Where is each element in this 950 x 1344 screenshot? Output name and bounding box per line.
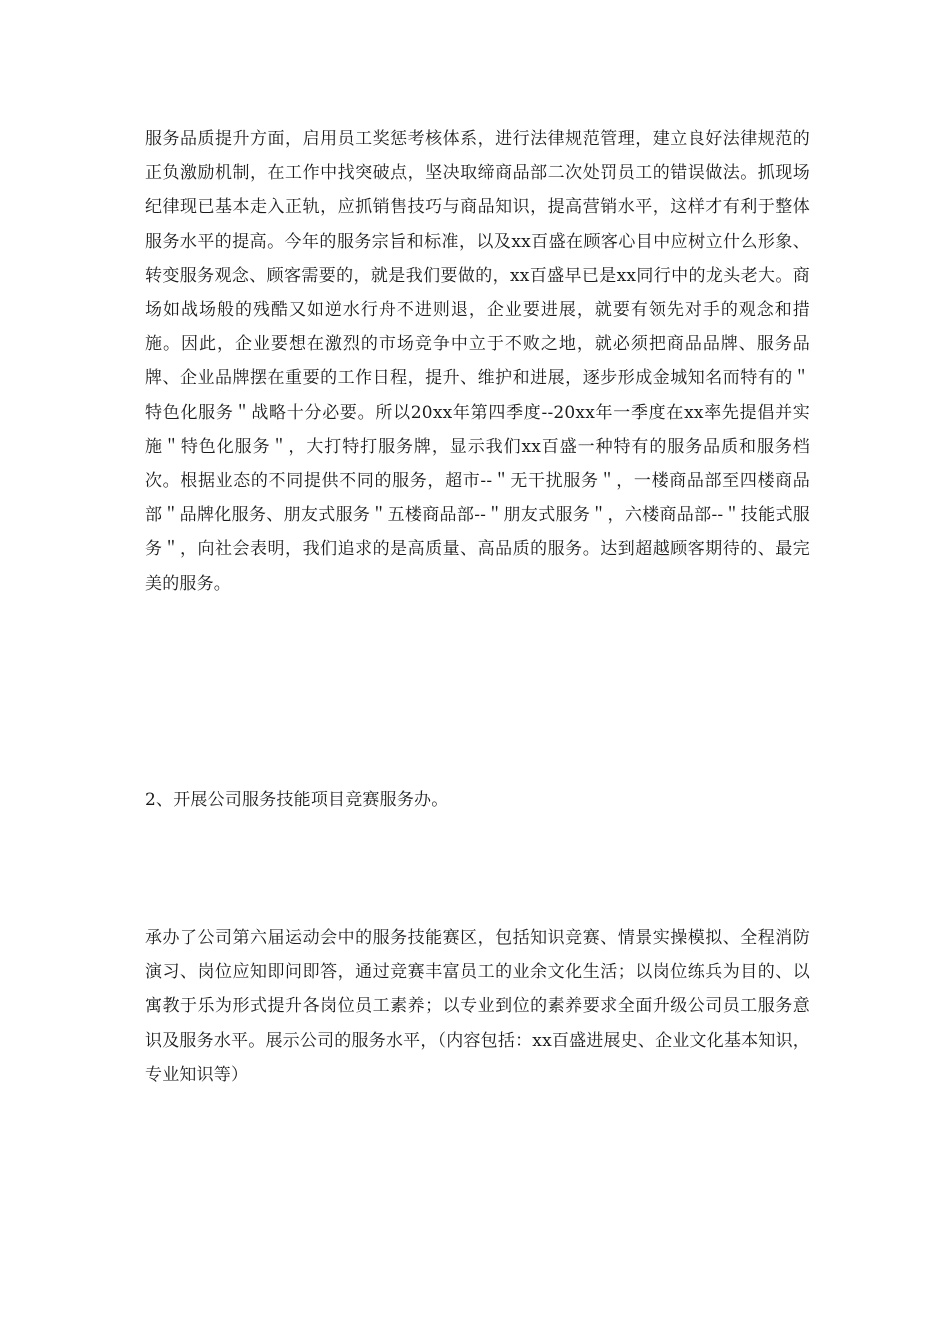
paragraph-sports-meeting: 承办了公司第六届运动会中的服务技能赛区，包括知识竞赛、情景实操模拟、全程消防演习、岗位应知即问即答，通过竞赛丰富员工的业余文化生活；以岗位练兵为目的、以寓教于乐为形式提升各岗位员工素养；以专业到位的素养要求全面升级公司员工服务意识及服务水平。展示公司的服务水平，（内容包括：xx百盛进展史、企业文化基本知识，专业知识等） [145, 928, 810, 1085]
section-heading-skills-competition: 2、开展公司服务技能项目竞赛服务办。 [145, 790, 449, 810]
paragraph-service-quality: 服务品质提升方面，启用员工奖惩考核体系，进行法律规范管理，建立良好法律规范的正负激励机制，在工作中找突破点，坚决取缔商品部二次处罚员工的错误做法。抓现场纪律现已基本走入正轨，应抓销售技巧与商品知识，提高营销水平，这样才有利于整体服务水平的提高。今年的服务宗旨和标准，以及xx百盛在顾客心目中应树立什么形象、转变服务观念、顾客需要的，就是我们要做的，xx百盛早已是xx同行中的龙头老大。商场如战场般的残酷又如逆水行舟不进则退，企业要进展，就要有领先对手的观念和措施。因此，企业要想在激烈的市场竞争中立于不败之地，就必须把商品品牌、服务品牌、企业品牌摆在重要的工作日程，提升、维护和进展，逐步形成金城知名而特有的＂特色化服务＂战略十分必要。所以20xx年第四季度--20xx年一季度在xx率先提倡并实施＂特色化服务＂，大打特打服务牌，显示我们xx百盛一种特有的服务品质和服务档次。根据业态的不同提供不同的服务，超市--＂无干扰服务＂，一楼商品部至四楼商品部＂品牌化服务、朋友式服务＂五楼商品部--＂朋友式服务＂，六楼商品部--＂技能式服务＂，向社会表明，我们追求的是高质量、高品质的服务。达到超越顾客期待的、最完美的服务。 [145, 129, 810, 594]
